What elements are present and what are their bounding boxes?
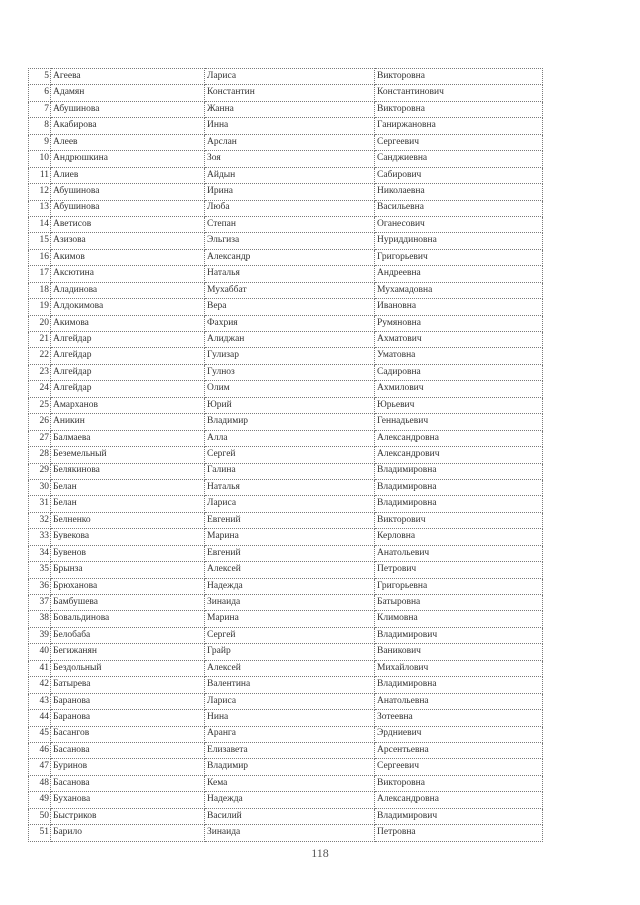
row-number: 19 [29, 299, 51, 315]
patronymic-cell: Владимирович [375, 808, 543, 824]
table-row [29, 759, 543, 775]
last-name-cell: Азизова [51, 233, 205, 249]
patronymic-cell: Петровна [375, 825, 543, 841]
names-table-body [29, 69, 543, 842]
table-row [29, 644, 543, 660]
last-name-cell: Баранова [51, 710, 205, 726]
last-name-cell: Аксютина [51, 266, 205, 282]
row-number: 43 [29, 693, 51, 709]
last-name-cell: Акимов [51, 249, 205, 265]
last-name-cell: Адамян [51, 85, 205, 101]
first-name-cell: Олим [205, 381, 375, 397]
last-name-cell: Белан [51, 479, 205, 495]
first-name-cell: Алла [205, 430, 375, 446]
row-number: 46 [29, 742, 51, 758]
patronymic-cell: Владимировна [375, 496, 543, 512]
first-name-cell: Мухаббат [205, 282, 375, 298]
last-name-cell: Брынза [51, 562, 205, 578]
row-number: 48 [29, 775, 51, 791]
patronymic-cell: Геннадьевич [375, 414, 543, 430]
first-name-cell: Алексей [205, 660, 375, 676]
last-name-cell: Барило [51, 825, 205, 841]
table-row [29, 545, 543, 561]
table-row [29, 233, 543, 249]
patronymic-cell: Ганиржановна [375, 118, 543, 134]
last-name-cell: Алгейдар [51, 381, 205, 397]
row-number: 26 [29, 414, 51, 430]
row-number: 31 [29, 496, 51, 512]
patronymic-cell: Михайлович [375, 660, 543, 676]
row-number: 13 [29, 200, 51, 216]
first-name-cell: Надежда [205, 792, 375, 808]
last-name-cell: Алдокимова [51, 299, 205, 315]
last-name-cell: Абушинова [51, 101, 205, 117]
last-name-cell: Басанова [51, 775, 205, 791]
last-name-cell: Басанова [51, 742, 205, 758]
first-name-cell: Зинаида [205, 825, 375, 841]
table-row [29, 200, 543, 216]
table-row [29, 578, 543, 594]
first-name-cell: Жанна [205, 101, 375, 117]
last-name-cell: Агеева [51, 69, 205, 85]
last-name-cell: Амарханов [51, 397, 205, 413]
table-row [29, 529, 543, 545]
last-name-cell: Аветисов [51, 216, 205, 232]
last-name-cell: Белобаба [51, 627, 205, 643]
first-name-cell: Вера [205, 299, 375, 315]
row-number: 14 [29, 216, 51, 232]
table-row [29, 693, 543, 709]
table-row [29, 463, 543, 479]
patronymic-cell: Владимировна [375, 479, 543, 495]
table-row [29, 479, 543, 495]
patronymic-cell: Александрович [375, 447, 543, 463]
last-name-cell: Балмаева [51, 430, 205, 446]
table-row [29, 364, 543, 380]
row-number: 24 [29, 381, 51, 397]
last-name-cell: Бувенов [51, 545, 205, 561]
patronymic-cell: Викторовна [375, 69, 543, 85]
row-number: 50 [29, 808, 51, 824]
patronymic-cell: Сергеевич [375, 759, 543, 775]
table-row [29, 775, 543, 791]
first-name-cell: Алексей [205, 562, 375, 578]
last-name-cell: Акабирова [51, 118, 205, 134]
patronymic-cell: Петрович [375, 562, 543, 578]
last-name-cell: Аникин [51, 414, 205, 430]
table-row [29, 825, 543, 841]
row-number: 22 [29, 348, 51, 364]
table-row [29, 430, 543, 446]
last-name-cell: Брюханова [51, 578, 205, 594]
first-name-cell: Аранга [205, 726, 375, 742]
table-row [29, 660, 543, 676]
table-row [29, 332, 543, 348]
first-name-cell: Лариса [205, 69, 375, 85]
last-name-cell: Басангов [51, 726, 205, 742]
row-number: 28 [29, 447, 51, 463]
patronymic-cell: Юрьевич [375, 397, 543, 413]
table-row [29, 512, 543, 528]
first-name-cell: Грайр [205, 644, 375, 660]
patronymic-cell: Владимировна [375, 463, 543, 479]
row-number: 25 [29, 397, 51, 413]
patronymic-cell: Викторовна [375, 775, 543, 791]
patronymic-cell: Анатольевна [375, 693, 543, 709]
table-row [29, 447, 543, 463]
table-row [29, 742, 543, 758]
table-row [29, 677, 543, 693]
patronymic-cell: Санджиевна [375, 151, 543, 167]
table-row [29, 595, 543, 611]
patronymic-cell: Викторович [375, 512, 543, 528]
table-row [29, 69, 543, 85]
table-row [29, 249, 543, 265]
table-row [29, 266, 543, 282]
first-name-cell: Гулноз [205, 364, 375, 380]
patronymic-cell: Батыровна [375, 595, 543, 611]
last-name-cell: Алгейдар [51, 332, 205, 348]
row-number: 49 [29, 792, 51, 808]
table-row [29, 710, 543, 726]
patronymic-cell: Григорьевна [375, 578, 543, 594]
row-number: 27 [29, 430, 51, 446]
table-row [29, 184, 543, 200]
first-name-cell: Айдын [205, 167, 375, 183]
first-name-cell: Юрий [205, 397, 375, 413]
first-name-cell: Наталья [205, 479, 375, 495]
patronymic-cell: Румяновна [375, 315, 543, 331]
row-number: 44 [29, 710, 51, 726]
last-name-cell: Батырева [51, 677, 205, 693]
last-name-cell: Аладинова [51, 282, 205, 298]
last-name-cell: Бездольный [51, 660, 205, 676]
table-row [29, 397, 543, 413]
last-name-cell: Бувекова [51, 529, 205, 545]
row-number: 6 [29, 85, 51, 101]
row-number: 42 [29, 677, 51, 693]
row-number: 10 [29, 151, 51, 167]
last-name-cell: Бамбушева [51, 595, 205, 611]
last-name-cell: Андрюшкина [51, 151, 205, 167]
last-name-cell: Белненко [51, 512, 205, 528]
row-number: 32 [29, 512, 51, 528]
first-name-cell: Валентина [205, 677, 375, 693]
row-number: 18 [29, 282, 51, 298]
first-name-cell: Надежда [205, 578, 375, 594]
table-row [29, 414, 543, 430]
table-row [29, 85, 543, 101]
first-name-cell: Зинаида [205, 595, 375, 611]
last-name-cell: Беземельный [51, 447, 205, 463]
patronymic-cell: Эрдниевич [375, 726, 543, 742]
patronymic-cell: Арсентьевна [375, 742, 543, 758]
first-name-cell: Нина [205, 710, 375, 726]
patronymic-cell: Оганесович [375, 216, 543, 232]
patronymic-cell: Анатольевич [375, 545, 543, 561]
first-name-cell: Кема [205, 775, 375, 791]
table-row [29, 808, 543, 824]
first-name-cell: Евгений [205, 512, 375, 528]
first-name-cell: Фахрия [205, 315, 375, 331]
last-name-cell: Абушинова [51, 200, 205, 216]
row-number: 21 [29, 332, 51, 348]
first-name-cell: Арслан [205, 134, 375, 150]
table-row [29, 118, 543, 134]
table-row [29, 151, 543, 167]
table-row [29, 496, 543, 512]
last-name-cell: Быстриков [51, 808, 205, 824]
first-name-cell: Гулизар [205, 348, 375, 364]
patronymic-cell: Константинович [375, 85, 543, 101]
table-row [29, 101, 543, 117]
names-table [28, 68, 543, 842]
patronymic-cell: Ахматович [375, 332, 543, 348]
patronymic-cell: Сергеевич [375, 134, 543, 150]
first-name-cell: Лариса [205, 693, 375, 709]
first-name-cell: Марина [205, 611, 375, 627]
last-name-cell: Бовальдинова [51, 611, 205, 627]
patronymic-cell: Александровна [375, 792, 543, 808]
last-name-cell: Буханова [51, 792, 205, 808]
row-number: 7 [29, 101, 51, 117]
row-number: 12 [29, 184, 51, 200]
first-name-cell: Инна [205, 118, 375, 134]
row-number: 20 [29, 315, 51, 331]
last-name-cell: Баранова [51, 693, 205, 709]
first-name-cell: Сергей [205, 447, 375, 463]
first-name-cell: Зоя [205, 151, 375, 167]
patronymic-cell: Мухамадовна [375, 282, 543, 298]
patronymic-cell: Нуриддиновна [375, 233, 543, 249]
table-row [29, 348, 543, 364]
first-name-cell: Владимир [205, 759, 375, 775]
patronymic-cell: Викторовна [375, 101, 543, 117]
row-number: 11 [29, 167, 51, 183]
row-number: 45 [29, 726, 51, 742]
first-name-cell: Алиджан [205, 332, 375, 348]
first-name-cell: Елизавета [205, 742, 375, 758]
table-row [29, 562, 543, 578]
row-number: 29 [29, 463, 51, 479]
row-number: 35 [29, 562, 51, 578]
patronymic-cell: Сабирович [375, 167, 543, 183]
table-row [29, 315, 543, 331]
table-row [29, 726, 543, 742]
first-name-cell: Степан [205, 216, 375, 232]
patronymic-cell: Ахмилович [375, 381, 543, 397]
row-number: 36 [29, 578, 51, 594]
first-name-cell: Марина [205, 529, 375, 545]
table-row [29, 611, 543, 627]
last-name-cell: Алеев [51, 134, 205, 150]
row-number: 37 [29, 595, 51, 611]
patronymic-cell: Андреевна [375, 266, 543, 282]
page-number: 118 [311, 846, 329, 860]
row-number: 39 [29, 627, 51, 643]
first-name-cell: Галина [205, 463, 375, 479]
first-name-cell: Константин [205, 85, 375, 101]
row-number: 51 [29, 825, 51, 841]
patronymic-cell: Садировна [375, 364, 543, 380]
table-row [29, 792, 543, 808]
last-name-cell: Бегижанян [51, 644, 205, 660]
last-name-cell: Буринов [51, 759, 205, 775]
last-name-cell: Акимова [51, 315, 205, 331]
first-name-cell: Наталья [205, 266, 375, 282]
table-row [29, 381, 543, 397]
last-name-cell: Белан [51, 496, 205, 512]
last-name-cell: Алгейдар [51, 364, 205, 380]
last-name-cell: Белякинова [51, 463, 205, 479]
row-number: 9 [29, 134, 51, 150]
row-number: 30 [29, 479, 51, 495]
first-name-cell: Лариса [205, 496, 375, 512]
patronymic-cell: Григорьевич [375, 249, 543, 265]
patronymic-cell: Александровна [375, 430, 543, 446]
first-name-cell: Эльгиза [205, 233, 375, 249]
patronymic-cell: Васильевна [375, 200, 543, 216]
table-row [29, 216, 543, 232]
patronymic-cell: Уматовна [375, 348, 543, 364]
table-row [29, 299, 543, 315]
first-name-cell: Евгений [205, 545, 375, 561]
first-name-cell: Сергей [205, 627, 375, 643]
first-name-cell: Александр [205, 249, 375, 265]
row-number: 41 [29, 660, 51, 676]
patronymic-cell: Климовна [375, 611, 543, 627]
patronymic-cell: Керловна [375, 529, 543, 545]
row-number: 8 [29, 118, 51, 134]
last-name-cell: Алиев [51, 167, 205, 183]
table-row [29, 134, 543, 150]
first-name-cell: Люба [205, 200, 375, 216]
patronymic-cell: Зотеевна [375, 710, 543, 726]
first-name-cell: Ирина [205, 184, 375, 200]
row-number: 47 [29, 759, 51, 775]
row-number: 15 [29, 233, 51, 249]
table-row [29, 627, 543, 643]
first-name-cell: Василий [205, 808, 375, 824]
last-name-cell: Абушинова [51, 184, 205, 200]
patronymic-cell: Николаевна [375, 184, 543, 200]
row-number: 23 [29, 364, 51, 380]
row-number: 33 [29, 529, 51, 545]
row-number: 5 [29, 69, 51, 85]
last-name-cell: Алгейдар [51, 348, 205, 364]
patronymic-cell: Владимирович [375, 627, 543, 643]
patronymic-cell: Ваникович [375, 644, 543, 660]
row-number: 16 [29, 249, 51, 265]
first-name-cell: Владимир [205, 414, 375, 430]
row-number: 38 [29, 611, 51, 627]
row-number: 34 [29, 545, 51, 561]
table-row [29, 282, 543, 298]
patronymic-cell: Ивановна [375, 299, 543, 315]
table-row [29, 167, 543, 183]
row-number: 17 [29, 266, 51, 282]
row-number: 40 [29, 644, 51, 660]
patronymic-cell: Владимировна [375, 677, 543, 693]
